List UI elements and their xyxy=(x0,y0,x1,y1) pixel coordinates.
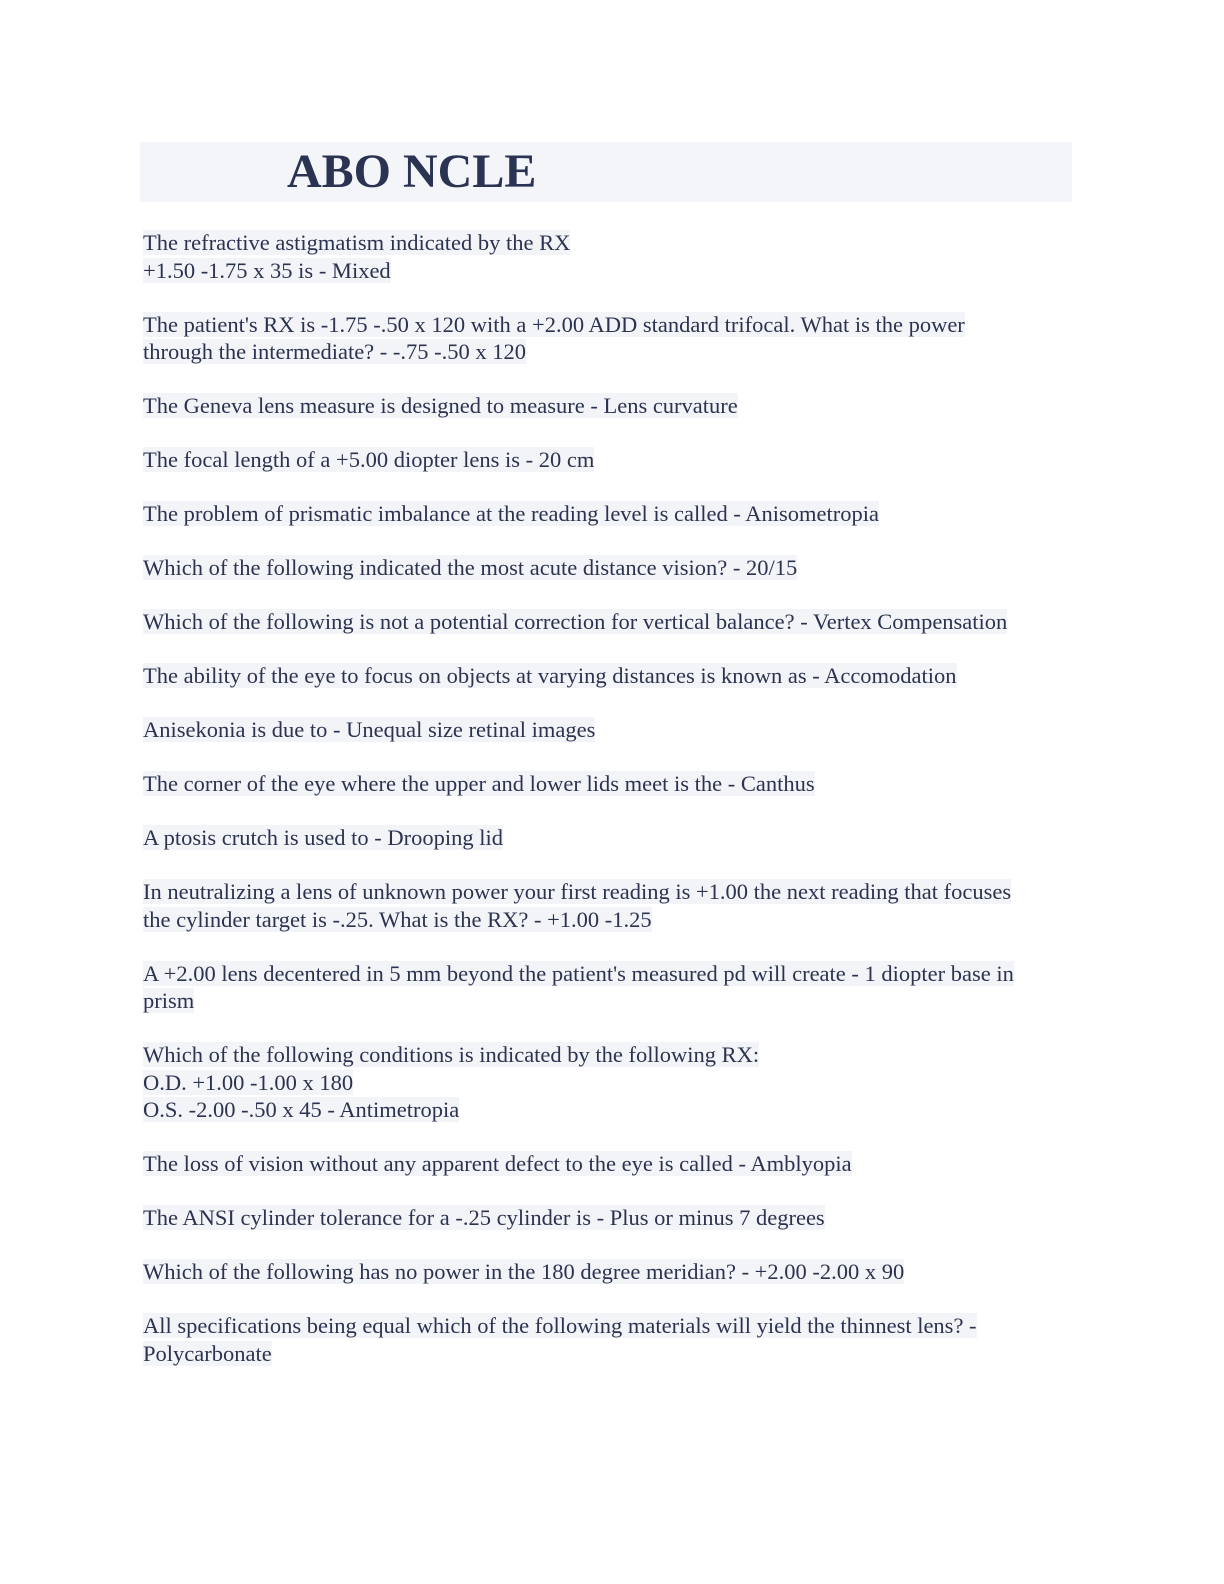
qa-line-text: A +2.00 lens decentered in 5 mm beyond the patient's measured pd will create - 1 diopter base in xyxy=(143,960,1014,986)
qa-item xyxy=(143,446,1078,474)
qa-line xyxy=(143,1096,1078,1124)
qa-line-text: The corner of the eye where the upper and lower lids meet is the - Canthus xyxy=(143,771,815,796)
qa-item xyxy=(143,662,1078,690)
qa-list xyxy=(143,229,1078,1394)
qa-line xyxy=(143,608,1078,636)
qa-item xyxy=(143,1204,1078,1232)
qa-line-text: Anisekonia is due to - Unequal size retinal images xyxy=(143,717,596,742)
title-band xyxy=(140,142,1072,202)
qa-line-text: Which of the following has no power in the 180 degree meridian? - +2.00 -2.00 x 90 xyxy=(143,1259,905,1284)
qa-line xyxy=(143,1150,1078,1178)
qa-line xyxy=(143,229,1078,257)
qa-item xyxy=(143,229,1078,284)
qa-line-text: the cylinder target is -.25. What is the RX? - +1.00 -1.25 xyxy=(143,906,652,932)
qa-line xyxy=(143,1069,1078,1097)
qa-item xyxy=(143,1150,1078,1178)
qa-line-text: Which of the following is not a potential correction for vertical balance? - Vertex Compensation xyxy=(143,609,1008,634)
qa-line xyxy=(143,1041,1078,1069)
qa-line xyxy=(143,716,1078,744)
qa-line xyxy=(143,338,1078,366)
qa-item xyxy=(143,716,1078,744)
qa-item xyxy=(143,554,1078,582)
qa-line-text: Which of the following conditions is indicated by the following RX: xyxy=(143,1042,760,1067)
qa-item xyxy=(143,1258,1078,1286)
qa-line-text: All specifications being equal which of the following materials will yield the thinnest lens? - xyxy=(143,1313,977,1338)
qa-item xyxy=(143,824,1078,852)
qa-item xyxy=(143,1041,1078,1124)
qa-line xyxy=(143,392,1078,420)
qa-line-text: The refractive astigmatism indicated by the RX xyxy=(143,230,571,255)
qa-line xyxy=(143,1312,1078,1340)
qa-line-text: The patient's RX is -1.75 -.50 x 120 with a +2.00 ADD standard trifocal. What is the power xyxy=(143,311,965,337)
qa-line-text: Polycarbonate xyxy=(143,1340,272,1366)
qa-line xyxy=(143,987,1078,1015)
qa-item xyxy=(143,392,1078,420)
qa-item xyxy=(143,770,1078,798)
qa-line-text: In neutralizing a lens of unknown power your first reading is +1.00 the next reading that focuses xyxy=(143,879,1012,904)
qa-item xyxy=(143,500,1078,528)
qa-line-text: prism xyxy=(143,988,195,1013)
qa-line-text: The problem of prismatic imbalance at the reading level is called - Anisometropia xyxy=(143,501,879,526)
qa-line xyxy=(143,446,1078,474)
qa-line-text: The loss of vision without any apparent defect to the eye is called - Amblyopia xyxy=(143,1151,852,1176)
qa-item xyxy=(143,311,1078,366)
qa-line xyxy=(143,257,1078,285)
qa-line xyxy=(143,824,1078,852)
qa-line xyxy=(143,1204,1078,1232)
qa-line-text: The ability of the eye to focus on objects at varying distances is known as - Accomodation xyxy=(143,663,957,688)
qa-line-text: O.S. -2.00 -.50 x 45 - Antimetropia xyxy=(143,1097,460,1122)
page-title: ABO NCLE xyxy=(287,145,537,198)
qa-line-text: A ptosis crutch is used to - Drooping lid xyxy=(143,825,503,850)
qa-line-text: through the intermediate? - -.75 -.50 x 120 xyxy=(143,339,527,364)
qa-line-text: The Geneva lens measure is designed to measure - Lens curvature xyxy=(143,393,738,418)
qa-line-text: Which of the following indicated the most acute distance vision? - 20/15 xyxy=(143,555,798,580)
qa-line-text: The focal length of a +5.00 diopter lens is - 20 cm xyxy=(143,447,595,472)
qa-line-text: +1.50 -1.75 x 35 is - Mixed xyxy=(143,257,391,283)
qa-line xyxy=(143,1340,1078,1368)
qa-line xyxy=(143,906,1078,934)
qa-line xyxy=(143,878,1078,906)
qa-line xyxy=(143,311,1078,339)
qa-line xyxy=(143,662,1078,690)
qa-line-text: O.D. +1.00 -1.00 x 180 xyxy=(143,1069,354,1095)
qa-item xyxy=(143,1312,1078,1367)
qa-item xyxy=(143,608,1078,636)
qa-line xyxy=(143,770,1078,798)
qa-line xyxy=(143,500,1078,528)
qa-line xyxy=(143,554,1078,582)
qa-line xyxy=(143,960,1078,988)
qa-line xyxy=(143,1258,1078,1286)
qa-line-text: The ANSI cylinder tolerance for a -.25 cylinder is - Plus or minus 7 degrees xyxy=(143,1205,825,1230)
qa-item xyxy=(143,878,1078,933)
qa-item xyxy=(143,960,1078,1015)
